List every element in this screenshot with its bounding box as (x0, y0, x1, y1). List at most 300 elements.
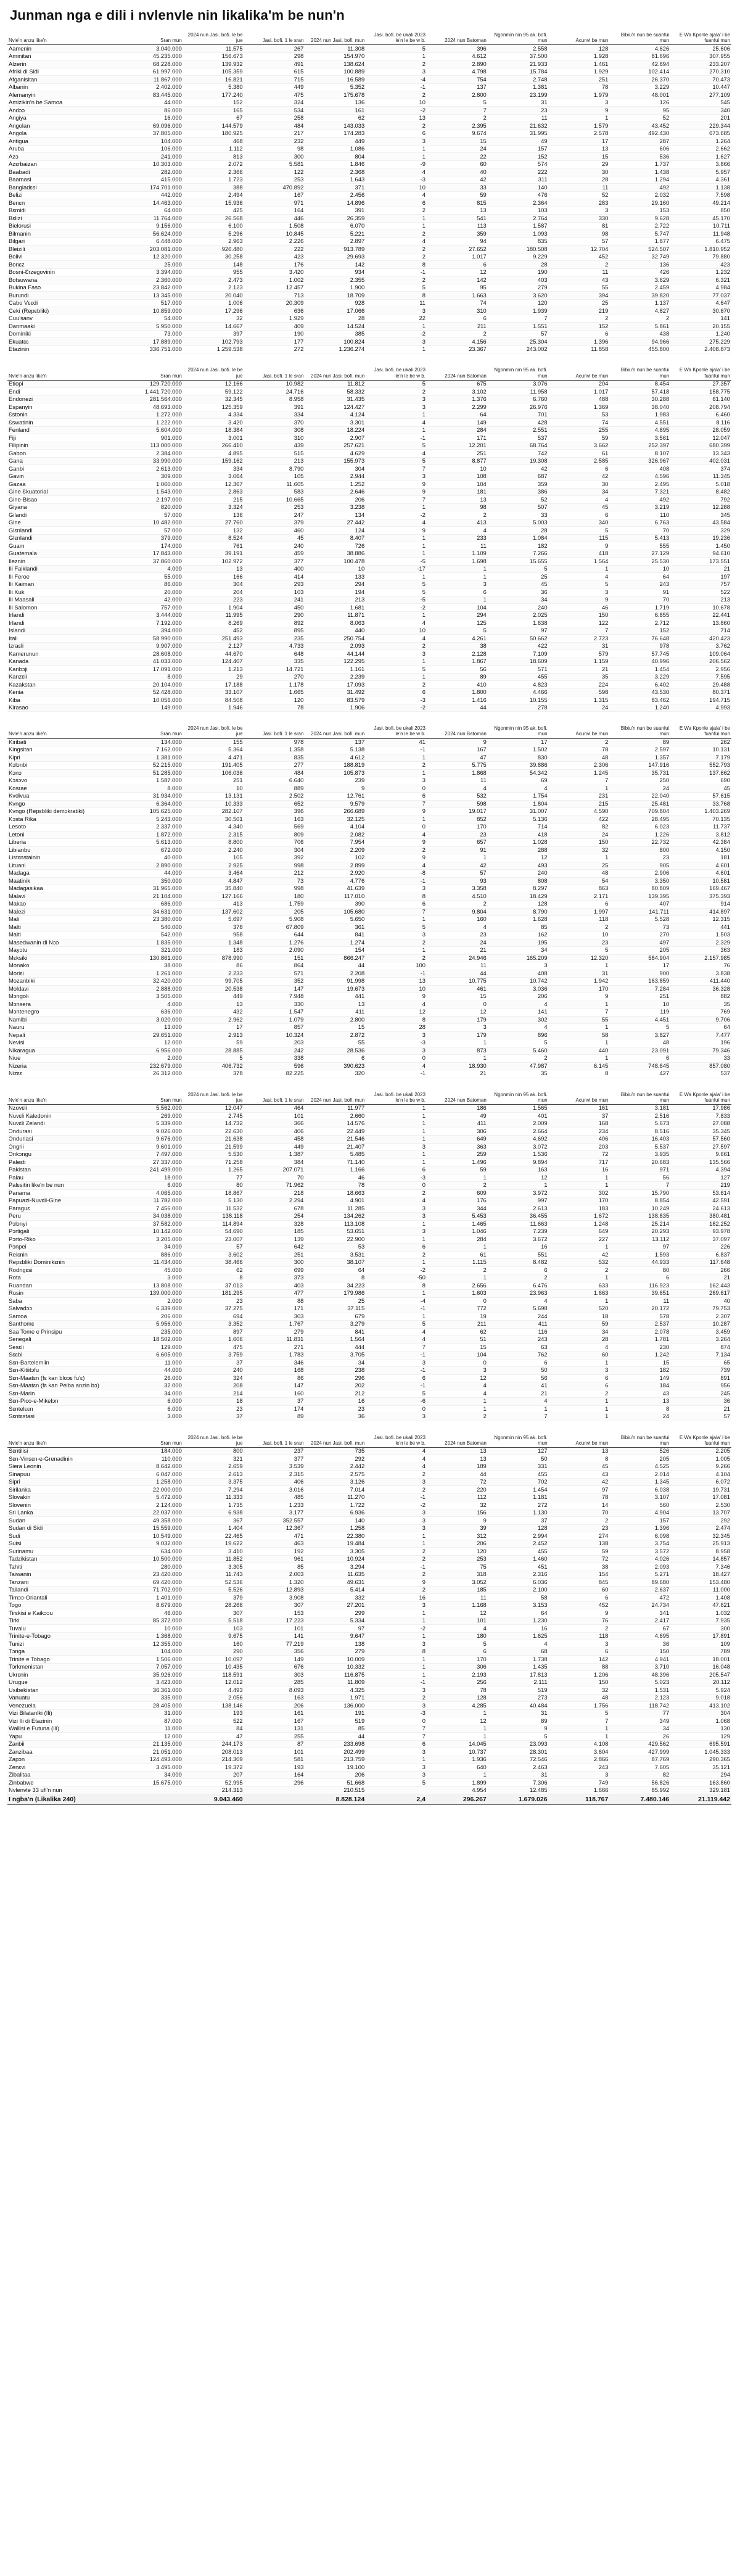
cell-average-publishers: 449 (305, 138, 366, 146)
table-row (7, 619, 731, 627)
cell-ratio: 642 (244, 1244, 305, 1252)
cell-baptized: 1.800 (427, 688, 488, 696)
cell-pioneers: 1.381 (488, 83, 549, 91)
cell-ratio: 11.831 (244, 1336, 305, 1344)
table-row (7, 947, 731, 955)
cell-average-publishers: 1.643 (305, 176, 366, 184)
cell-population: 34.631.000 (122, 908, 183, 916)
cell-average-publishers: 202 (305, 1382, 366, 1390)
cell-memorial-attendance: 7.134 (670, 1352, 731, 1360)
cell-pioneers: 64 (488, 1609, 549, 1617)
cell-country: Sɛn-Marin (7, 1390, 122, 1398)
cell-memorial-attendance: 173.551 (670, 558, 731, 566)
cell-bible-studies: 3.181 (609, 1105, 670, 1113)
cell-average-publishers: 2.920 (305, 870, 366, 878)
cell-country: Rodrigɛsi (7, 1266, 122, 1274)
cell-bible-studies: 70 (609, 527, 670, 535)
cell-country: Madagasikaa (7, 885, 122, 893)
cell-average-publishers: 1.906 (305, 704, 366, 712)
cell-baptized: 2 (427, 901, 488, 909)
cell-congregations: 6 (549, 330, 610, 338)
cell-ratio: 89 (244, 1413, 305, 1421)
cell-ratio: 240 (244, 542, 305, 550)
cell-memorial-attendance: 380.481 (670, 1213, 731, 1221)
cell-pioneers: 279 (488, 284, 549, 292)
cell-bible-studies: 270 (609, 931, 670, 939)
cell-memorial-attendance: 552.793 (670, 762, 731, 770)
table-row (7, 1709, 731, 1717)
table-row (7, 1297, 731, 1305)
cell-bible-studies: 2.637 (609, 1586, 670, 1594)
cell-average-publishers: 175.678 (305, 91, 366, 99)
cell-congregations: 58 (549, 1031, 610, 1039)
cell-peak-publishers: 37.013 (183, 1282, 244, 1290)
cell-country: Gazaa (7, 481, 122, 489)
cell-increase-percent: -3 (366, 176, 427, 184)
cell-memorial-attendance: 25.913 (670, 1540, 731, 1548)
cell-country: Bolivi (7, 253, 122, 261)
cell-country: Sɛn-Vinsɛn-e-Grenadinin (7, 1455, 122, 1463)
cell-ratio: 2.090 (244, 947, 305, 955)
cell-country: Ili Salomon (7, 604, 122, 612)
cell-average-publishers: 250.754 (305, 635, 366, 643)
cell-baptized: 2.890 (427, 60, 488, 68)
cell-peak-publishers: 2.056 (183, 1694, 244, 1702)
cell-increase-percent: 4 (366, 1197, 427, 1205)
cell-country: Aruba (7, 145, 122, 153)
cell-bible-studies: 32.749 (609, 253, 670, 261)
cell-pioneers: 359 (488, 481, 549, 489)
cell-congregations: 30 (549, 168, 610, 176)
cell-average-publishers: 6.936 (305, 1509, 366, 1517)
cell-pioneers: 18.609 (488, 658, 549, 666)
cell-pioneers: 830 (488, 754, 549, 762)
cell-memorial-attendance: 226 (670, 1244, 731, 1252)
cell-ratio: 2.315 (244, 1471, 305, 1479)
cell-increase-percent: 4 (366, 450, 427, 458)
table-row (7, 658, 731, 666)
table-row (7, 426, 731, 434)
cell-average-publishers: 8.063 (305, 619, 366, 627)
cell-congregations: 6 (549, 511, 610, 519)
cell-ratio: 180 (244, 893, 305, 901)
table-row (7, 465, 731, 473)
cell-bible-studies: 900 (609, 970, 670, 978)
cell-peak-publishers: 4.340 (183, 824, 244, 832)
table-row (7, 1786, 731, 1794)
cell-country: Islandi (7, 627, 122, 635)
cell-pioneers: 180.508 (488, 246, 549, 254)
cell-peak-publishers: 183 (183, 947, 244, 955)
cell-average-publishers: 136 (305, 99, 366, 107)
cell-baptized: 2 (427, 1266, 488, 1274)
cell-average-publishers: 16.589 (305, 76, 366, 84)
cell-increase-percent: 7 (366, 496, 427, 504)
cell-bible-studies: 70 (609, 596, 670, 604)
table-row (7, 68, 731, 76)
cell-population: 886.000 (122, 1251, 183, 1259)
cell-country: Pɔlɔnyi (7, 1220, 122, 1228)
cell-memorial-attendance: 40 (670, 1297, 731, 1305)
cell-population: 10.482.000 (122, 519, 183, 527)
cell-pioneers: 128 (488, 901, 549, 909)
cell-country: Kanada (7, 658, 122, 666)
cell-peak-publishers: 207 (183, 1771, 244, 1779)
cell-memorial-attendance: 441 (670, 923, 731, 931)
table-row (7, 52, 731, 60)
cell-increase-percent: 3 (366, 1047, 427, 1055)
cell-memorial-attendance: 374 (670, 465, 731, 473)
cell-ratio: 678 (244, 1205, 305, 1213)
cell-ratio: 699 (244, 1266, 305, 1274)
cell-population: 85.372.000 (122, 1617, 183, 1625)
cell-average-publishers: 320 (305, 1070, 366, 1078)
table-row (7, 1663, 731, 1671)
cell-baptized: 410 (427, 681, 488, 689)
cell-increase-percent: 1 (366, 1313, 427, 1321)
cell-average-publishers: 3.279 (305, 1321, 366, 1329)
cell-population: 32.000 (122, 1382, 183, 1390)
cell-memorial-attendance: 277.109 (670, 91, 731, 99)
cell-congregations: 1.979 (549, 91, 610, 99)
cell-population: 21.104.000 (122, 893, 183, 901)
cell-baptized: 42 (427, 176, 488, 184)
cell-memorial-attendance: 413.102 (670, 1702, 731, 1710)
cell-average-publishers: 3.126 (305, 1478, 366, 1486)
cell-pioneers: 3.153 (488, 1601, 549, 1609)
cell-ratio: 581 (244, 1756, 305, 1764)
cell-increase-percent: -2 (366, 330, 427, 338)
table-row (7, 411, 731, 419)
cell-congregations: 25 (549, 862, 610, 870)
table-row (7, 754, 731, 762)
cell-pioneers: 1.084 (488, 534, 549, 542)
cell-increase-percent: 13 (366, 114, 427, 122)
cell-population: 45.235.000 (122, 52, 183, 60)
cell-congregations: 13 (549, 1447, 610, 1455)
cell-congregations: 11 (549, 184, 610, 192)
cell-peak-publishers: 3.410 (183, 1548, 244, 1556)
cell-population: 124.493.000 (122, 1756, 183, 1764)
cell-pioneers: 7.266 (488, 550, 549, 558)
cell-congregations: 2.585 (549, 457, 610, 465)
cell-congregations: 60 (549, 1586, 610, 1594)
cell-population: 203.081.000 (122, 246, 183, 254)
table-row (7, 380, 731, 388)
cell-average-publishers: 10.009 (305, 1656, 366, 1664)
cell-memorial-attendance: 882 (670, 993, 731, 1001)
cell-memorial-attendance: 3.264 (670, 1336, 731, 1344)
cell-country: Glɛnlandi (7, 527, 122, 535)
cell-pioneers: 1.565 (488, 1105, 549, 1113)
cell-pioneers: 31 (488, 1709, 549, 1717)
cell-bible-studies: 13 (609, 1398, 670, 1406)
cell-pioneers: 5.698 (488, 1305, 549, 1313)
cell-pioneers: 418 (488, 831, 549, 839)
cell-peak-publishers: 17.296 (183, 307, 244, 315)
cell-population: 1.543.000 (122, 488, 183, 496)
country-table (7, 32, 731, 353)
cell-ratio: 222 (244, 246, 305, 254)
cell-congregations: 1 (549, 1725, 610, 1733)
cell-increase-percent: -2 (366, 704, 427, 712)
cell-ratio: 253 (244, 503, 305, 511)
cell-bible-studies: 4.895 (609, 426, 670, 434)
cell-bible-studies: 3.935 (609, 1151, 670, 1159)
cell-increase-percent: 1 (366, 815, 427, 824)
cell-memorial-attendance: 19.236 (670, 534, 731, 542)
cell-peak-publishers: 23 (183, 1405, 244, 1413)
cell-congregations: 2.866 (549, 1756, 610, 1764)
cell-baptized: 4.798 (427, 68, 488, 76)
table-row (7, 450, 731, 458)
cell-baptized: 14.045 (427, 1740, 488, 1748)
cell-ratio: 7.948 (244, 993, 305, 1001)
cell-baptized: 24.946 (427, 954, 488, 962)
cell-country: Fiji (7, 434, 122, 442)
cell-baptized: 40 (427, 168, 488, 176)
cell-memorial-attendance: 891 (670, 1374, 731, 1382)
table-row (7, 808, 731, 816)
cell-increase-percent: 7 (366, 465, 427, 473)
cell-peak-publishers: 334 (183, 465, 244, 473)
column-header-congregations: Acunvi be mun (549, 32, 610, 45)
cell-pioneers: 37 (488, 1517, 549, 1525)
cell-memorial-attendance: 769 (670, 1009, 731, 1017)
cell-bible-studies: 4.596 (609, 473, 670, 481)
cell-average-publishers: 122.295 (305, 658, 366, 666)
cell-baptized: 156 (427, 1509, 488, 1517)
table-row (7, 1055, 731, 1063)
cell-peak-publishers: 6.100 (183, 222, 244, 230)
cell-population: 40.000 (122, 854, 183, 862)
cell-memorial-attendance: 153.480 (670, 1579, 731, 1587)
cell-ratio: 1.665 (244, 688, 305, 696)
cell-baptized: 5 (427, 627, 488, 635)
cell-population: 12.355.000 (122, 1640, 183, 1648)
cell-peak-publishers: 215 (183, 496, 244, 504)
cell-population: 517.000 (122, 299, 183, 307)
column-header-average-publishers: 2024 nun Jasi. bofi. mun (305, 725, 366, 738)
cell-pioneers: 162 (488, 931, 549, 939)
cell-increase-percent: 6 (366, 901, 427, 909)
cell-pioneers: 222 (488, 168, 549, 176)
cell-ratio: 185 (244, 1228, 305, 1236)
cell-peak-publishers: 406.732 (183, 1062, 244, 1070)
cell-peak-publishers: 2.745 (183, 1112, 244, 1120)
cell-memorial-attendance: 27.357 (670, 380, 731, 388)
cell-memorial-attendance: 3.762 (670, 642, 731, 650)
cell-increase-percent: 11 (366, 299, 427, 307)
cell-average-publishers: 444 (305, 1344, 366, 1352)
cell-population: 282.000 (122, 168, 183, 176)
cell-peak-publishers: 240 (183, 1367, 244, 1375)
cell-baptized: 21 (427, 1070, 488, 1078)
cell-population: 269.000 (122, 1112, 183, 1120)
cell-peak-publishers: 19.622 (183, 1540, 244, 1548)
cell-peak-publishers: 54.690 (183, 1228, 244, 1236)
cell-increase-percent: 3 (366, 1686, 427, 1695)
cell-bible-studies: 25.214 (609, 1220, 670, 1228)
cell-memorial-attendance: 1.240 (670, 330, 731, 338)
cell-baptized: 873 (427, 1047, 488, 1055)
cell-country: Lituani (7, 862, 122, 870)
cell-average-publishers: 51.668 (305, 1779, 366, 1787)
cell-pioneers: 8.297 (488, 885, 549, 893)
cell-pioneers: 1.130 (488, 1509, 549, 1517)
table-row (7, 1174, 731, 1182)
cell-pioneers: 28 (488, 261, 549, 269)
cell-memorial-attendance: 402.031 (670, 457, 731, 465)
cell-peak-publishers: 80 (183, 1182, 244, 1190)
cell-pioneers: 103 (488, 207, 549, 215)
cell-increase-percent: 1 (366, 1112, 427, 1120)
cell-memorial-attendance: 169.467 (670, 885, 731, 893)
table-row (7, 1158, 731, 1166)
cell-bible-studies: 1.737 (609, 160, 670, 168)
cell-congregations: 31 (549, 642, 610, 650)
cell-peak-publishers: 1.213 (183, 666, 244, 674)
cell-pioneers: 21 (488, 1390, 549, 1398)
cell-increase-percent: -1 (366, 434, 427, 442)
cell-average-publishers: 441 (305, 993, 366, 1001)
cell-ratio: 101 (244, 1748, 305, 1756)
table-row (7, 1205, 731, 1213)
cell-bible-studies: 1.396 (609, 1524, 670, 1532)
cell-average-publishers: 1.722 (305, 1501, 366, 1509)
cell-average-publishers: 11.812 (305, 380, 366, 388)
cell-population: 36.361.000 (122, 1686, 183, 1695)
cell-pioneers: 23 (488, 107, 549, 115)
cell-population: 415.000 (122, 176, 183, 184)
cell-memorial-attendance: 35.121 (670, 1764, 731, 1772)
cell-average-publishers: 26.359 (305, 215, 366, 223)
cell-peak-publishers: 897 (183, 1328, 244, 1336)
cell-population: 442.000 (122, 191, 183, 199)
cell-average-publishers: 12.761 (305, 793, 366, 801)
cell-increase-percent: -2 (366, 107, 427, 115)
cell-pioneers: 6 (488, 1359, 549, 1367)
cell-baptized: 15 (427, 138, 488, 146)
cell-baptized: 104 (427, 481, 488, 489)
cell-peak-publishers: 5.697 (183, 916, 244, 924)
cell-country: Nauru (7, 1024, 122, 1032)
cell-country: Nuvɛli Zelandi (7, 1120, 122, 1128)
cell-country: Nepali (7, 1031, 122, 1039)
cell-congregations: 6 (549, 1594, 610, 1602)
cell-pioneers: 455 (488, 673, 549, 681)
cell-bible-studies: 29.160 (609, 199, 670, 207)
cell-ratio: 70 (244, 1174, 305, 1182)
cell-bible-studies: 971 (609, 1166, 670, 1174)
cell-bible-studies: 2.123 (609, 1694, 670, 1702)
cell-memorial-attendance: 7.935 (670, 1617, 731, 1625)
cell-pioneers: 52 (488, 496, 549, 504)
table-row (7, 1579, 731, 1587)
cell-pioneers: 4 (488, 1640, 549, 1648)
cell-population: 686.000 (122, 901, 183, 909)
cell-baptized: 1 (427, 1055, 488, 1063)
total-ratio (244, 1794, 305, 1805)
cell-population: 11.782.000 (122, 1197, 183, 1205)
column-header-ratio: Jasi. bofi. 1 le sran (244, 367, 305, 380)
cell-country: Sirilanka (7, 1486, 122, 1494)
cell-increase-percent: 7 (366, 1344, 427, 1352)
cell-average-publishers: 18.663 (305, 1189, 366, 1197)
cell-average-publishers: 5.138 (305, 746, 366, 754)
cell-ratio: 192 (244, 1548, 305, 1556)
cell-average-publishers: 296 (305, 1374, 366, 1382)
cell-memorial-attendance: 10.581 (670, 877, 731, 885)
cell-baptized: 306 (427, 1663, 488, 1671)
cell-baptized: 78 (427, 1686, 488, 1695)
cell-population: 13.000 (122, 1024, 183, 1032)
cell-increase-percent: 2 (366, 939, 427, 947)
cell-baptized: 104 (427, 1352, 488, 1360)
cell-average-publishers: 2.456 (305, 191, 366, 199)
cell-memorial-attendance: 57.615 (670, 793, 731, 801)
cell-ratio: 864 (244, 962, 305, 970)
cell-ratio: 247 (244, 511, 305, 519)
cell-congregations: 633 (549, 1282, 610, 1290)
cell-population: 3.394.000 (122, 268, 183, 276)
column-header-bible-studies: Bibiu'n nun be suanfui mun (609, 1092, 670, 1105)
cell-average-publishers: 44.144 (305, 650, 366, 658)
cell-memorial-attendance: 17.081 (670, 1493, 731, 1501)
cell-peak-publishers: 251.493 (183, 635, 244, 643)
cell-baptized: 10.775 (427, 978, 488, 986)
cell-population: 54.000 (122, 315, 183, 323)
cell-average-publishers: 804 (305, 153, 366, 161)
cell-average-publishers: 206 (305, 1771, 366, 1779)
cell-memorial-attendance: 673.685 (670, 130, 731, 138)
cell-bible-studies: 7.284 (609, 985, 670, 993)
cell-pioneers: 1.536 (488, 1151, 549, 1159)
cell-increase-percent: 3 (366, 1143, 427, 1151)
cell-baptized: 24 (427, 939, 488, 947)
cell-increase-percent: -2 (366, 1266, 427, 1274)
cell-baptized: 609 (427, 1189, 488, 1197)
cell-population: 46.000 (122, 1609, 183, 1617)
cell-bible-studies: 56 (609, 1174, 670, 1182)
table-row (7, 635, 731, 643)
cell-ratio: 37 (244, 1398, 305, 1406)
cell-increase-percent: 8 (366, 1282, 427, 1290)
cell-memorial-attendance: 275.229 (670, 338, 731, 346)
cell-bible-studies: 427 (609, 1070, 670, 1078)
table-row (7, 1625, 731, 1633)
cell-congregations: 406 (549, 1136, 610, 1144)
table-row (7, 939, 731, 947)
column-header-baptized: 2024 nun Batoman (427, 32, 488, 45)
cell-country: Panama (7, 1189, 122, 1197)
cell-population: 1.872.000 (122, 831, 183, 839)
cell-ratio: 10.324 (244, 1031, 305, 1039)
cell-congregations: 168 (549, 1120, 610, 1128)
cell-congregations: 340 (549, 519, 610, 527)
cell-ratio: 168 (244, 1367, 305, 1375)
cell-ratio: 267 (244, 45, 305, 53)
table-row (7, 1463, 731, 1471)
cell-peak-publishers: 2.494 (183, 191, 244, 199)
cell-population: 5.339.000 (122, 1120, 183, 1128)
cell-peak-publishers: 33.107 (183, 688, 244, 696)
cell-ratio: 167 (244, 1717, 305, 1725)
table-row (7, 1733, 731, 1741)
cell-peak-publishers: 2.123 (183, 284, 244, 292)
cell-population: 69.096.000 (122, 122, 183, 130)
cell-country: Tunizi (7, 1640, 122, 1648)
